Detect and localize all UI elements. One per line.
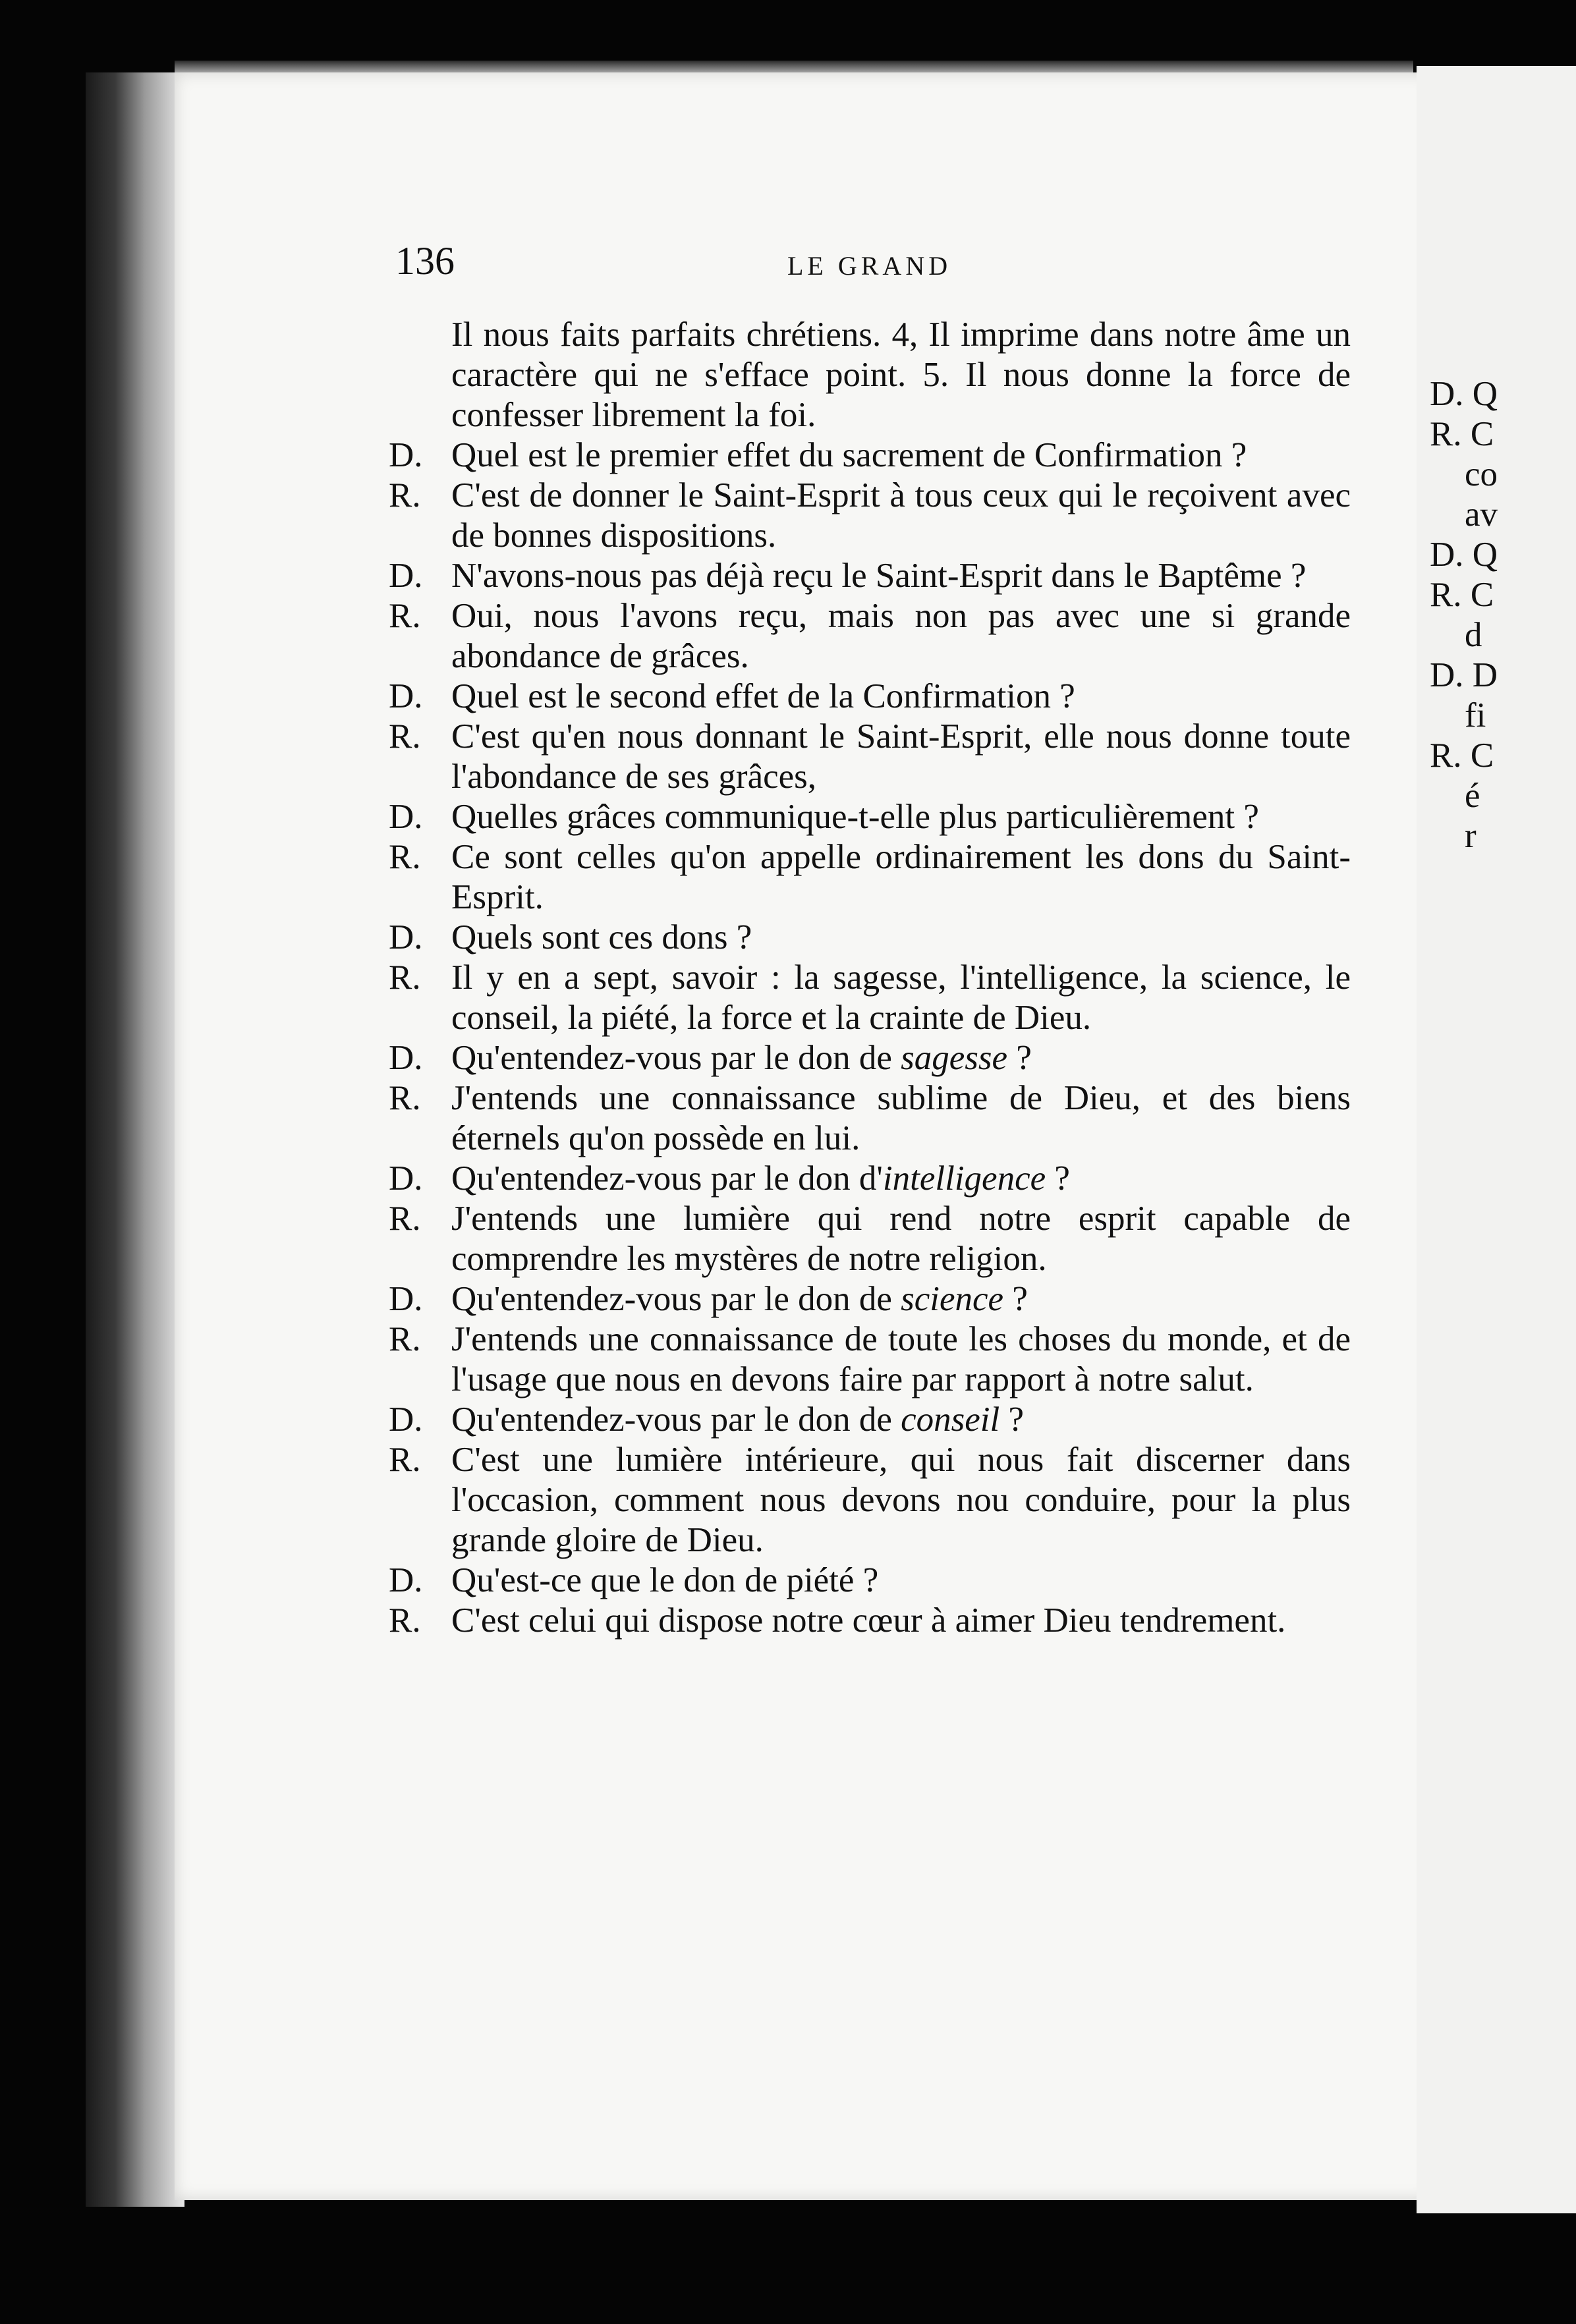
entry-text: Oui, nous l'avons reçu, mais non pas avec une si grande abondance de grâces.: [451, 597, 1351, 675]
catechism-entries: [389, 435, 1351, 1641]
question-entry: [389, 435, 1351, 476]
entry-text: Il y en a sept, savoir : la sagesse, l'intelligence, la science, le conseil, la piété, la force et la crainte de Dieu.: [451, 958, 1351, 1037]
entry-label: D.: [389, 1400, 423, 1439]
entry-text: J'entends une lumière qui rend notre esprit capable de comprendre les mystères de notre religion.: [451, 1200, 1351, 1278]
entry-text: [451, 1038, 1351, 1078]
entry-label: R.: [389, 1601, 421, 1640]
entry-label: R.: [389, 717, 421, 756]
answer-entry: [389, 837, 1351, 918]
question-entry: [389, 1159, 1351, 1199]
entry-text: J'entends une connaissance de toute les choses du monde, et de l'usage que nous en devons faire par rapport à notre salut.: [451, 1320, 1351, 1398]
entry-label: D.: [389, 557, 423, 595]
entry-text-pre: Qu'entendez-vous par le don d': [451, 1159, 883, 1198]
entry-text-post: ?: [999, 1400, 1025, 1439]
entry-text: Quel est le premier effet du sacrement de Confirmation ?: [451, 436, 1247, 474]
entry-label: R.: [389, 1320, 421, 1358]
entry-text: Ce sont celles qu'on appelle ordinairement les dons du Saint-Esprit.: [451, 838, 1351, 916]
entry-text-pre: Qu'entendez-vous par le don de: [451, 1280, 901, 1318]
entry-text: C'est celui qui dispose notre cœur à aimer Dieu tendrement.: [451, 1601, 1286, 1640]
entry-text-emphasis: sagesse: [901, 1039, 1008, 1077]
answer-entry: [389, 1319, 1351, 1400]
answer-entry: [389, 717, 1351, 797]
entry-text: [451, 1279, 1351, 1319]
entry-text: Qu'est-ce que le don de piété ?: [451, 1561, 879, 1599]
right-page: [1417, 66, 1576, 2213]
entry-label: R.: [389, 597, 421, 635]
entry-text: N'avons-nous pas déjà reçu le Saint-Esprit dans le Baptême ?: [451, 557, 1307, 595]
answer-entry: [389, 1601, 1351, 1641]
entry-label: D.: [389, 1561, 423, 1599]
page-body: [389, 315, 1351, 1641]
answer-entry: [389, 1078, 1351, 1159]
entry-text: C'est qu'en nous donnant le Saint-Esprit, elle nous donne toute l'abondance de ses grâces,: [451, 717, 1351, 796]
entry-text: [451, 1159, 1351, 1199]
entry-label: R.: [389, 1079, 421, 1117]
right-page-text: D. Q R. C co av D. Q R. C d D. D fi R. C é r: [1430, 375, 1498, 855]
entry-label: D.: [389, 436, 423, 474]
entry-text: Quels sont ces dons ?: [451, 918, 752, 956]
entry-label: R.: [389, 958, 421, 997]
entry-text-post: ?: [1003, 1280, 1028, 1318]
entry-text: Quel est le second effet de la Confirmation ?: [451, 677, 1075, 715]
intro-paragraph: Il nous faits parfaits chrétiens. 4, Il imprime dans notre âme un caractère qui ne s'efface point. 5. Il nous donne la force de confesser librement la foi.: [451, 316, 1351, 434]
entry-text-post: ?: [1007, 1039, 1032, 1077]
entry-label: R.: [389, 1441, 421, 1479]
answer-entry: [389, 1199, 1351, 1279]
entry-text: J'entends une connaissance sublime de Dieu, et des biens éternels qu'on possède en lui.: [451, 1079, 1351, 1157]
question-entry: [389, 556, 1351, 596]
page-number: 136: [395, 239, 455, 283]
entry-label: R.: [389, 838, 421, 876]
entry-text: C'est une lumière intérieure, qui nous fait discerner dans l'occasion, comment nous devons nou conduire, pour la plus grande gloire de Dieu.: [451, 1441, 1351, 1559]
entry-label: D.: [389, 1280, 423, 1318]
entry-label: D.: [389, 1039, 423, 1077]
entry-text-emphasis: conseil: [901, 1400, 1000, 1439]
question-entry: [389, 918, 1351, 958]
answer-entry: [389, 596, 1351, 677]
question-entry: [389, 1279, 1351, 1319]
answer-entry: [389, 958, 1351, 1038]
entry-label: R.: [389, 1200, 421, 1238]
question-entry: [389, 797, 1351, 837]
entry-label: R.: [389, 476, 421, 514]
entry-text-pre: Qu'entendez-vous par le don de: [451, 1039, 901, 1077]
book-spine-edge: [86, 72, 184, 2207]
entry-label: D.: [389, 1159, 423, 1198]
entry-text-emphasis: intelligence: [882, 1159, 1046, 1198]
question-entry: [389, 1561, 1351, 1601]
entry-label: D.: [389, 677, 423, 715]
answer-entry: [389, 1440, 1351, 1561]
entry-text: Quelles grâces communique-t-elle plus particulièrement ?: [451, 798, 1259, 836]
question-entry: [389, 677, 1351, 717]
entry-text-emphasis: science: [901, 1280, 1004, 1318]
entry-text: C'est de donner le Saint-Esprit à tous ceux qui le reçoivent avec de bonnes dispositions.: [451, 476, 1351, 555]
question-entry: [389, 1038, 1351, 1078]
entry-label: D.: [389, 918, 423, 956]
question-entry: [389, 1400, 1351, 1440]
entry-text-pre: Qu'entendez-vous par le don de: [451, 1400, 901, 1439]
running-title: LE GRAND: [787, 251, 952, 281]
entry-text-post: ?: [1046, 1159, 1070, 1198]
entry-text: [451, 1400, 1351, 1440]
answer-entry: [389, 476, 1351, 556]
entry-label: D.: [389, 798, 423, 836]
